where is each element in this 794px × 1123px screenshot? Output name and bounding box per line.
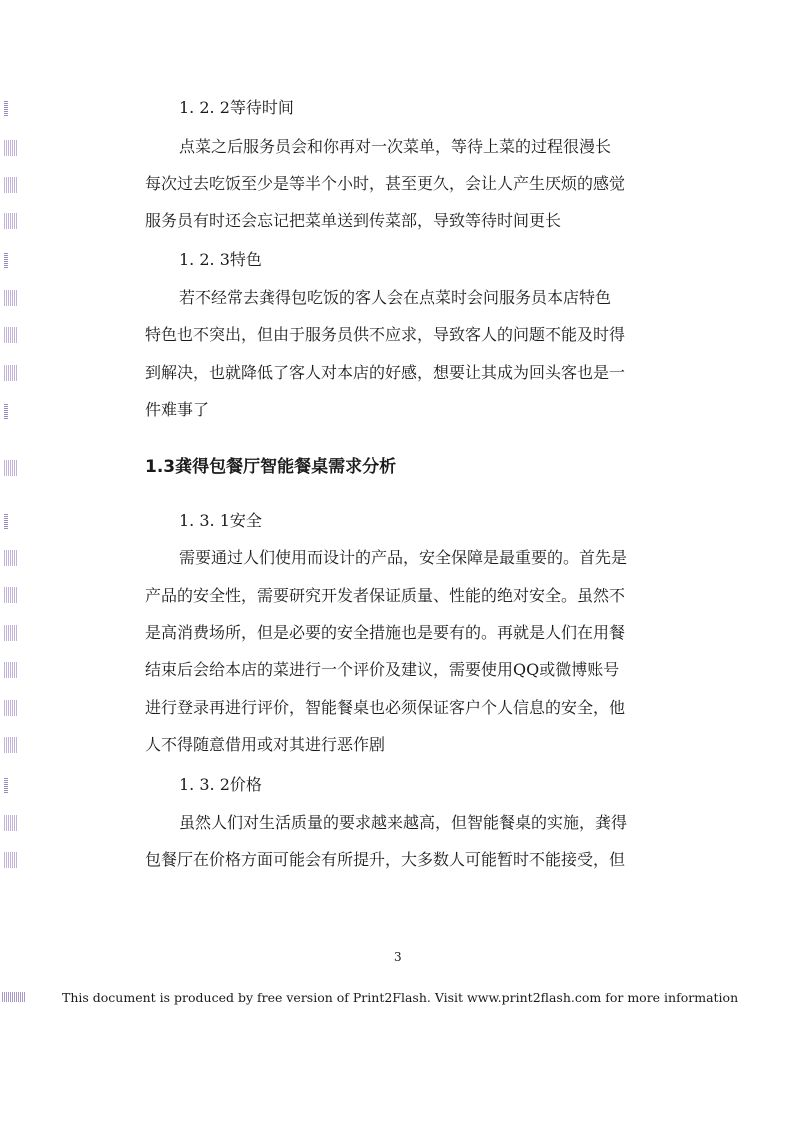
margin-artifact xyxy=(4,460,18,476)
margin-artifact xyxy=(4,252,8,268)
margin-artifact xyxy=(4,625,18,641)
margin-artifact xyxy=(4,815,18,831)
paragraph-line: 每次过去吃饭至少是等半个小时，甚至更久，会让人产生厌烦的感觉 xyxy=(145,174,626,193)
paragraph-line: 是高消费场所，但是必要的安全措施也是要有的。再就是人们在用餐 xyxy=(145,623,626,642)
margin-artifact xyxy=(4,213,18,229)
paragraph-line: 虽然人们对生活质量的要求越来越高，但智能餐桌的实施，龚得 xyxy=(179,813,628,832)
margin-artifact xyxy=(4,290,18,306)
paragraph-line: 服务员有时还会忘记把菜单送到传菜部，导致等待时间更长 xyxy=(145,211,562,230)
section-heading: 1.3龚得包餐厅智能餐桌需求分析 xyxy=(145,457,397,477)
margin-artifact xyxy=(4,777,8,793)
subheading-price: 1. 3. 2价格 xyxy=(179,775,262,794)
margin-artifact xyxy=(4,662,18,678)
margin-artifact xyxy=(4,327,18,343)
paragraph-line: 若不经常去龚得包吃饭的客人会在点菜时会问服务员本店特色 xyxy=(179,288,612,307)
footer-artifact xyxy=(2,992,26,1002)
paragraph-line: 人不得随意借用或对其进行恶作剧 xyxy=(145,735,386,754)
subheading-features: 1. 2. 3特色 xyxy=(179,250,262,269)
margin-artifact xyxy=(4,177,18,193)
margin-artifact xyxy=(4,365,18,381)
paragraph-line: 包餐厅在价格方面可能会有所提升，大多数人可能暂时不能接受，但 xyxy=(145,850,626,869)
margin-artifact xyxy=(4,737,18,753)
subheading-safety: 1. 3. 1安全 xyxy=(179,511,262,530)
page-number: 3 xyxy=(394,950,402,964)
paragraph-line: 需要通过人们使用而设计的产品，安全保障是最重要的。首先是 xyxy=(179,548,628,567)
margin-artifact xyxy=(4,550,18,566)
paragraph-line: 产品的安全性，需要研究开发者保证质量、性能的绝对安全。虽然不 xyxy=(145,586,626,605)
margin-artifact xyxy=(4,513,8,529)
margin-artifact xyxy=(4,587,18,603)
watermark-footer: This document is produced by free version of Print2Flash. Visit www.print2flash.com for more information xyxy=(62,990,739,1005)
paragraph-line: 特色也不突出，但由于服务员供不应求，导致客人的问题不能及时得 xyxy=(145,325,626,344)
margin-artifact xyxy=(4,100,8,116)
margin-artifact xyxy=(4,700,18,716)
paragraph-line: 进行登录再进行评价，智能餐桌也必须保证客户个人信息的安全，他 xyxy=(145,698,626,717)
paragraph-line: 件难事了 xyxy=(145,400,210,419)
margin-artifact xyxy=(4,140,18,156)
subheading-wait-time: 1. 2. 2等待时间 xyxy=(179,98,294,117)
paragraph-line: 结束后会给本店的菜进行一个评价及建议，需要使用QQ或微博账号 xyxy=(145,660,620,679)
margin-artifact xyxy=(4,403,8,419)
margin-artifact xyxy=(4,852,18,868)
paragraph-line: 点菜之后服务员会和你再对一次菜单，等待上菜的过程很漫长 xyxy=(179,137,612,156)
paragraph-line: 到解决，也就降低了客人对本店的好感，想要让其成为回头客也是一 xyxy=(145,363,626,382)
